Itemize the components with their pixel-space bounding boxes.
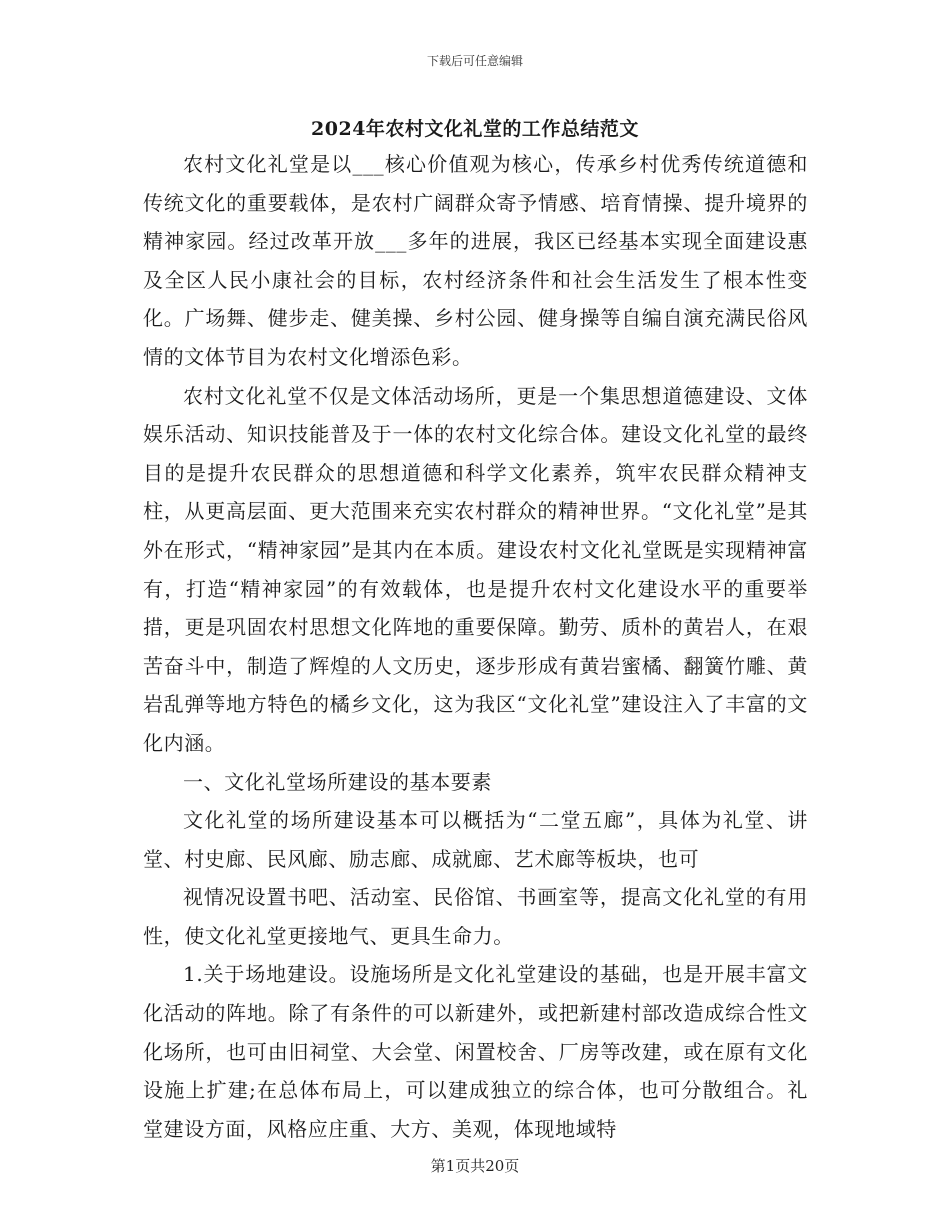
section-heading: 一、文化礼堂场所建设的基本要素 — [183, 769, 492, 794]
page-footer: 第1页共20页 — [430, 1157, 520, 1175]
paragraph-site-construction: 1.关于场地建设。设施场所是文化礼堂建设的基础，也是开展丰富文化活动的阵地。除了有条件的可以新建外，或把新建村部改造成综合性文化场所，也可由旧祠堂、大会堂、闲置校舍、厂房等改建，或在原有文化设施上扩建;在总体布局上，可以建成独立的综合体，也可分散组合。礼堂建设方面，风格应庄重、大方、美观，体现地域特 — [143, 962, 808, 1141]
paragraph-intro: 农村文化礼堂是以___核心价值观为核心，传承乡村优秀传统道德和传统文化的重要载体，是农村广阔群众寄予情感、培育情操、提升境界的精神家园。经过改革开放___多年的进展，我区已经基本实现全面建设惠及全区人民小康社会的目标，农村经济条件和社会生活发生了根本性变化。广场舞、健步走、健美操、乡村公园、健身操等自编自演充满民俗风情的文体节目为农村文化增添色彩。 — [143, 152, 808, 369]
header-note: 下载后可任意编辑 — [426, 54, 523, 68]
document-title: 2024年农村文化礼堂的工作总结范文 — [311, 118, 639, 140]
document-body — [143, 145, 808, 1148]
paragraph-venue-options: 视情况设置书吧、活动室、民俗馆、书画室等，提高文化礼堂的有用性，使文化礼堂更接地气、更具生命力。 — [143, 885, 808, 948]
paragraph-significance: 农村文化礼堂不仅是文体活动场所，更是一个集思想道德建设、文体娱乐活动、知识技能普及于一体的农村文化综合体。建设文化礼堂的最终目的是提升农民群众的思想道德和科学文化素养，筑牢农民群众精神支柱，从更高层面、更大范围来充实农村群众的精神世界。“文化礼堂”是其外在形式，“精神家园”是其内在本质。建设农村文化礼堂既是实现精神富有，打造“精神家园”的有效载体，也是提升农村文化建设水平的重要举措，更是巩固农村思想文化阵地的重要保障。勤劳、质朴的黄岩人，在艰苦奋斗中，制造了辉煌的人文历史，逐步形成有黄岩蜜橘、翻簧竹雕、黄岩乱弹等地方特色的橘乡文化，这为我区“文化礼堂”建设注入了丰富的文化内涵。 — [143, 383, 808, 755]
paragraph-venue-elements: 文化礼堂的场所建设基本可以概括为“二堂五廊”，具体为礼堂、讲堂、村史廊、民风廊、励志廊、成就廊、艺术廊等板块，也可 — [143, 808, 808, 871]
